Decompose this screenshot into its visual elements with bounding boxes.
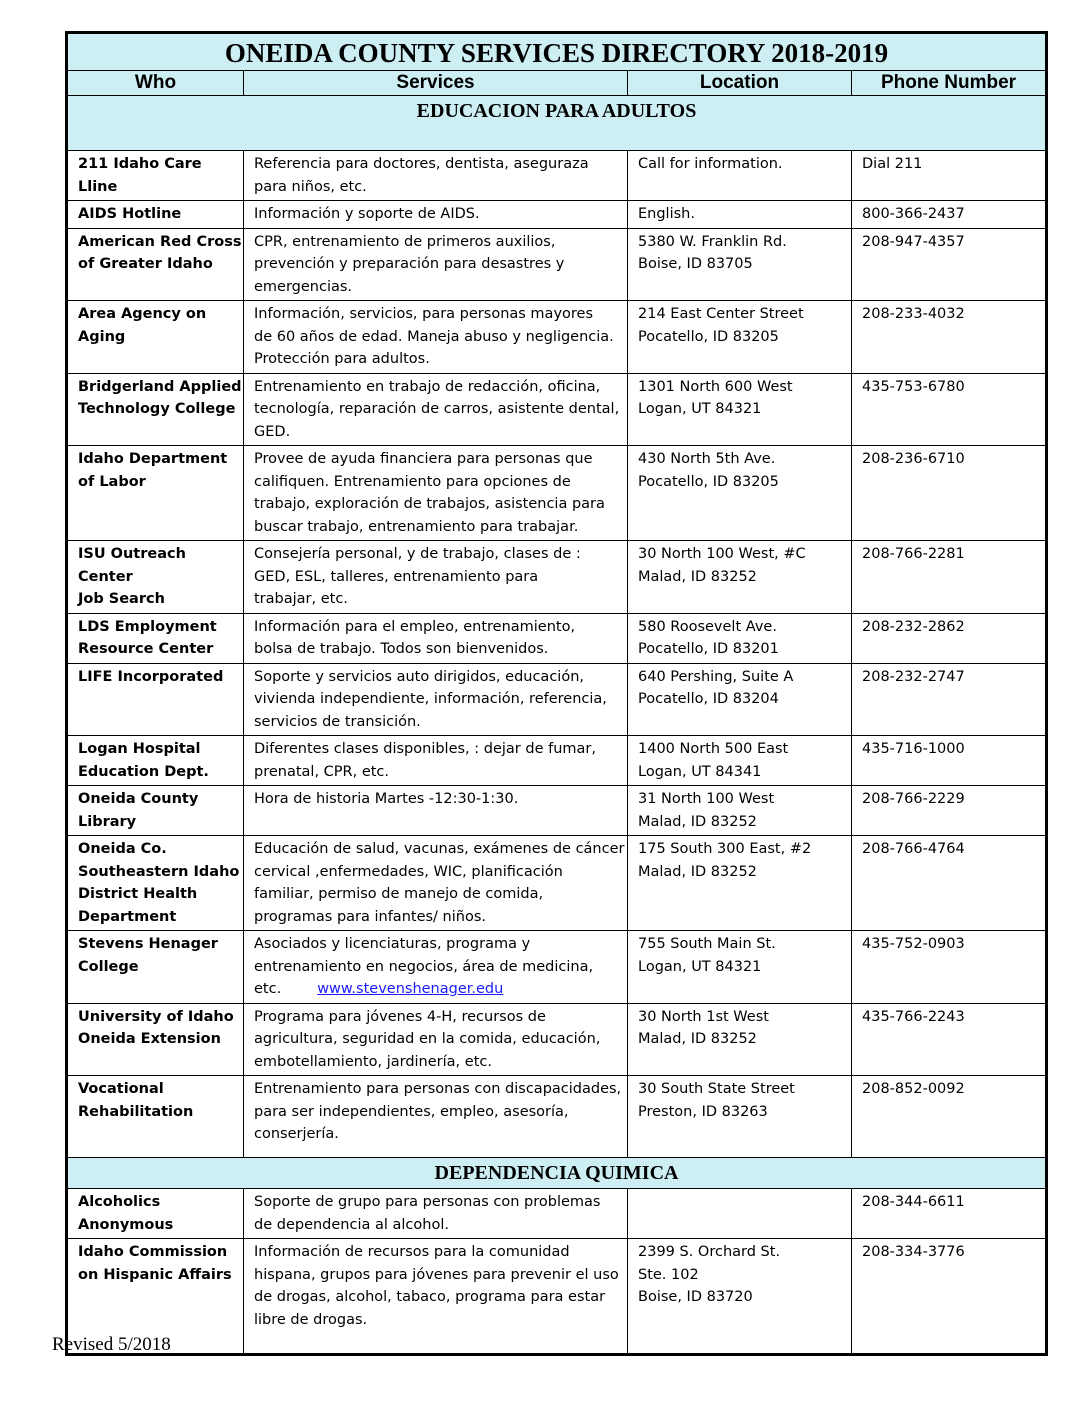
cell-services (244, 836, 628, 931)
cell-services (244, 151, 628, 201)
services-line: Información, servicios, para personas mayores (254, 306, 594, 322)
location-line: Logan, UT 84321 (638, 401, 762, 417)
cell-services (244, 228, 628, 301)
cell-who (67, 786, 244, 836)
services-line: prevención y preparación para desastres y (254, 256, 565, 272)
location-line: 1400 North 500 East (638, 741, 789, 757)
services-line: GED. (254, 423, 291, 440)
location-line: Malad, ID 83252 (638, 813, 757, 830)
who-line: Stevens Henager (78, 936, 218, 952)
services-line: trabajar, etc. (254, 591, 348, 607)
cell-location (628, 613, 852, 663)
table-row (67, 201, 1047, 229)
services-line: prenatal, CPR, etc. (254, 763, 390, 780)
services-line: Entrenamiento para personas con discapacidades, (254, 1081, 622, 1097)
services-line: familiar, permiso de manejo de comida, (254, 886, 544, 902)
location-line: Pocatello, ID 83205 (638, 473, 779, 490)
location-line: Malad, ID 83252 (638, 568, 757, 585)
cell-who (67, 201, 244, 229)
cell-services (244, 541, 628, 614)
cell-phone: Dial 211 (852, 151, 1047, 201)
cell-who (67, 541, 244, 614)
table-row (67, 1003, 1047, 1076)
services-line: trabajo, exploración de trabajos, asistencia para (254, 496, 605, 512)
who-line: Bridgerland Applied (78, 378, 242, 395)
services-line: Asociados y licenciaturas, programa y (254, 936, 531, 952)
services-line: servicios de transición. (254, 713, 421, 730)
cell-phone: 208-233-4032 (852, 301, 1047, 374)
table-row (67, 301, 1047, 374)
cell-who (67, 736, 244, 786)
who-line: Alcoholics (78, 1194, 161, 1210)
who-line: Idaho Commission (78, 1244, 228, 1260)
location-line: Pocatello, ID 83204 (638, 691, 779, 707)
location-line: Boise, ID 83705 (638, 256, 753, 272)
who-line: Logan Hospital (78, 741, 201, 757)
who-line: College (78, 958, 139, 975)
cell-who (67, 836, 244, 931)
who-line: of Labor (78, 473, 146, 490)
location-line: 30 North 1st West (638, 1008, 769, 1025)
services-line: etc. (254, 981, 282, 997)
location-line: 30 South State Street (638, 1081, 795, 1097)
header-who: Who (67, 71, 244, 96)
table-row (67, 228, 1047, 301)
table-row (67, 1189, 1047, 1239)
services-line: tecnología, reparación de carros, asistente dental, (254, 401, 620, 417)
who-line: Library (78, 813, 137, 830)
cell-services (244, 663, 628, 736)
cell-services (244, 446, 628, 541)
services-line: libre de drogas. (254, 1311, 368, 1328)
services-line: Información y soporte de AIDS. (254, 206, 480, 222)
location-line: 31 North 100 West (638, 791, 775, 807)
cell-who (67, 1003, 244, 1076)
services-line: para ser independientes, empleo, asesoría, (254, 1103, 569, 1120)
cell-phone: 208-852-0092 (852, 1076, 1047, 1158)
cell-location (628, 201, 852, 229)
who-line: Technology College (78, 401, 236, 417)
who-line: University of Idaho (78, 1008, 234, 1025)
website-link[interactable]: www.stevenshenager.edu (317, 981, 504, 997)
cell-services (244, 1076, 628, 1158)
cell-services (244, 301, 628, 374)
services-line: conserjería. (254, 1126, 339, 1142)
services-line: Provee de ayuda financiera para personas que (254, 451, 593, 467)
who-line: AIDS Hotline (78, 206, 182, 222)
cell-services (244, 931, 628, 1004)
services-line: CPR, entrenamiento de primeros auxilios, (254, 233, 556, 250)
cell-who (67, 373, 244, 446)
cell-who (67, 931, 244, 1004)
who-line: LIFE Incorporated (78, 668, 224, 685)
location-line: Pocatello, ID 83205 (638, 328, 779, 345)
services-line: embotellamiento, jardinería, etc. (254, 1053, 492, 1070)
cell-who (67, 301, 244, 374)
cell-services (244, 1239, 628, 1355)
who-line: of Greater Idaho (78, 256, 213, 272)
services-line: califiquen. Entrenamiento para opciones de (254, 473, 571, 490)
cell-phone: 208-766-4764 (852, 836, 1047, 931)
cell-services (244, 1003, 628, 1076)
table-row (67, 931, 1047, 1004)
cell-location (628, 786, 852, 836)
cell-who (67, 1076, 244, 1158)
table-row (67, 151, 1047, 201)
who-line: Job Search (78, 591, 165, 607)
location-line: Logan, UT 84341 (638, 763, 762, 780)
who-line: Department (78, 908, 177, 925)
location-line: 5380 W. Franklin Rd. (638, 233, 787, 250)
cell-phone: 208-232-2747 (852, 663, 1047, 736)
cell-phone: 208-344-6611 (852, 1189, 1047, 1239)
services-line: Información para el empleo, entrenamiento, (254, 618, 576, 635)
location-line: Logan, UT 84321 (638, 958, 762, 975)
table-row (67, 736, 1047, 786)
section-title: EDUCACION PARA ADULTOS (67, 96, 1047, 151)
cell-location (628, 301, 852, 374)
services-line: de drogas, alcohol, tabaco, programa para estar (254, 1289, 606, 1305)
services-line: agricultura, seguridad en la comida, educación, (254, 1031, 601, 1047)
services-line: entrenamiento en negocios, área de medicina, (254, 958, 594, 975)
cell-services (244, 373, 628, 446)
services-line: Referencia para doctores, dentista, aseguraza (254, 156, 589, 172)
cell-location (628, 446, 852, 541)
cell-location (628, 1189, 852, 1239)
location-line: 175 South 300 East, #2 (638, 841, 812, 857)
services-line: Protección para adultos. (254, 351, 430, 367)
who-line: Lline (78, 178, 118, 195)
cell-phone: 435-753-6780 (852, 373, 1047, 446)
location-line: 1301 North 600 West (638, 378, 793, 395)
cell-location (628, 373, 852, 446)
location-line: Malad, ID 83252 (638, 863, 757, 880)
location-line: 755 South Main St. (638, 936, 776, 952)
cell-services (244, 613, 628, 663)
who-line: on Hispanic Affairs (78, 1266, 232, 1283)
location-line: 430 North 5th Ave. (638, 451, 776, 467)
cell-services (244, 1189, 628, 1239)
services-line: para niños, etc. (254, 178, 367, 195)
location-line: Pocatello, ID 83201 (638, 641, 779, 657)
cell-phone: 435-752-0903 (852, 931, 1047, 1004)
who-line: 211 Idaho Care (78, 156, 202, 172)
table-row (67, 1239, 1047, 1355)
who-line: American Red Cross (78, 233, 242, 250)
who-line: Center (78, 568, 133, 585)
cell-who (67, 613, 244, 663)
who-line: Aging (78, 328, 126, 345)
cell-who (67, 228, 244, 301)
cell-location (628, 736, 852, 786)
location-line: Boise, ID 83720 (638, 1289, 753, 1305)
location-line: 30 North 100 West, #C (638, 546, 806, 562)
who-line: Vocational (78, 1081, 164, 1097)
cell-location (628, 1239, 852, 1355)
table-row (67, 373, 1047, 446)
services-line: Programa para jóvenes 4-H, recursos de (254, 1008, 546, 1025)
location-line: 214 East Center Street (638, 306, 804, 322)
cell-who (67, 446, 244, 541)
location-line: Ste. 102 (638, 1266, 699, 1283)
cell-phone: 208-334-3776 (852, 1239, 1047, 1355)
location-line: Malad, ID 83252 (638, 1031, 757, 1047)
cell-location (628, 1076, 852, 1158)
who-line: Resource Center (78, 641, 214, 657)
location-line: Call for information. (638, 156, 783, 172)
table-row (67, 786, 1047, 836)
who-line: Anonymous (78, 1216, 174, 1233)
table-row (67, 446, 1047, 541)
table-row (67, 541, 1047, 614)
services-line: Soporte y servicios auto dirigidos, educación, (254, 668, 584, 685)
who-line: LDS Employment (78, 618, 217, 635)
services-line: cervical ,enfermedades, WIC, planificación (254, 863, 563, 880)
cell-phone: 208-232-2862 (852, 613, 1047, 663)
services-line: programas para infantes/ niños. (254, 908, 486, 925)
table-row (67, 836, 1047, 931)
cell-location (628, 931, 852, 1004)
cell-location (628, 1003, 852, 1076)
who-line: Oneida Co. (78, 841, 167, 857)
location-line: English. (638, 206, 695, 222)
directory-body (67, 33, 1047, 1355)
cell-location (628, 663, 852, 736)
cell-location (628, 151, 852, 201)
location-line: 640 Pershing, Suite A (638, 668, 794, 685)
section-title: DEPENDENCIA QUIMICA (67, 1158, 1047, 1189)
cell-services (244, 786, 628, 836)
who-line: Southeastern Idaho (78, 863, 240, 880)
header-services: Services (244, 71, 628, 96)
who-line: Oneida County (78, 791, 199, 807)
services-line: bolsa de trabajo. Todos son bienvenidos. (254, 641, 549, 657)
services-line: de 60 años de edad. Maneja abuso y negligencia. (254, 328, 614, 345)
cell-phone: 208-236-6710 (852, 446, 1047, 541)
cell-phone: 435-716-1000 (852, 736, 1047, 786)
who-line: Education Dept. (78, 763, 209, 780)
cell-who (67, 663, 244, 736)
services-line: Hora de historia Martes -12:30-1:30. (254, 791, 519, 807)
header-row (67, 71, 1047, 96)
services-line: Educación de salud, vacunas, exámenes de cáncer (254, 841, 625, 857)
cell-location (628, 836, 852, 931)
who-line: Oneida Extension (78, 1031, 221, 1047)
cell-services (244, 201, 628, 229)
cell-phone: 208-947-4357 (852, 228, 1047, 301)
header-phone: Phone Number (852, 71, 1047, 96)
services-line: Entrenamiento en trabajo de redacción, oficina, (254, 378, 601, 395)
header-location: Location (628, 71, 852, 96)
location-line: 2399 S. Orchard St. (638, 1244, 781, 1260)
services-line: GED, ESL, talleres, entrenamiento para (254, 568, 539, 585)
cell-services (244, 736, 628, 786)
cell-location (628, 228, 852, 301)
section-header-row (67, 96, 1047, 151)
directory-table (65, 31, 1048, 1356)
table-row (67, 613, 1047, 663)
table-row (67, 663, 1047, 736)
who-line: Rehabilitation (78, 1103, 194, 1120)
services-line: hispana, grupos para jóvenes para prevenir el uso (254, 1266, 619, 1283)
location-line: Preston, ID 83263 (638, 1103, 768, 1120)
services-line: buscar trabajo, entrenamiento para trabajar. (254, 518, 579, 535)
cell-phone: 208-766-2229 (852, 786, 1047, 836)
who-line: ISU Outreach (78, 546, 186, 562)
who-line: Area Agency on (78, 306, 207, 322)
location-line: 580 Roosevelt Ave. (638, 618, 777, 635)
title-row (67, 33, 1047, 71)
services-line: de dependencia al alcohol. (254, 1216, 449, 1233)
table-row (67, 1076, 1047, 1158)
cell-who (67, 151, 244, 201)
who-line: Idaho Department (78, 451, 228, 467)
page-title: ONEIDA COUNTY SERVICES DIRECTORY 2018-2019 (67, 33, 1047, 71)
section-header-row (67, 1158, 1047, 1189)
cell-who (67, 1189, 244, 1239)
services-line: Soporte de grupo para personas con problemas (254, 1194, 601, 1210)
services-line: Información de recursos para la comunidad (254, 1244, 570, 1260)
cell-phone: 800-366-2437 (852, 201, 1047, 229)
cell-location (628, 541, 852, 614)
services-line: vivienda independiente, información, referencia, (254, 691, 607, 707)
services-line: emergencias. (254, 278, 353, 295)
who-line: District Health (78, 886, 198, 902)
revision-note: Revised 5/2018 (52, 1334, 171, 1355)
services-line: Diferentes clases disponibles, : dejar de fumar, (254, 741, 596, 757)
cell-phone: 435-766-2243 (852, 1003, 1047, 1076)
cell-phone: 208-766-2281 (852, 541, 1047, 614)
services-line: Consejería personal, y de trabajo, clases de : (254, 546, 581, 562)
